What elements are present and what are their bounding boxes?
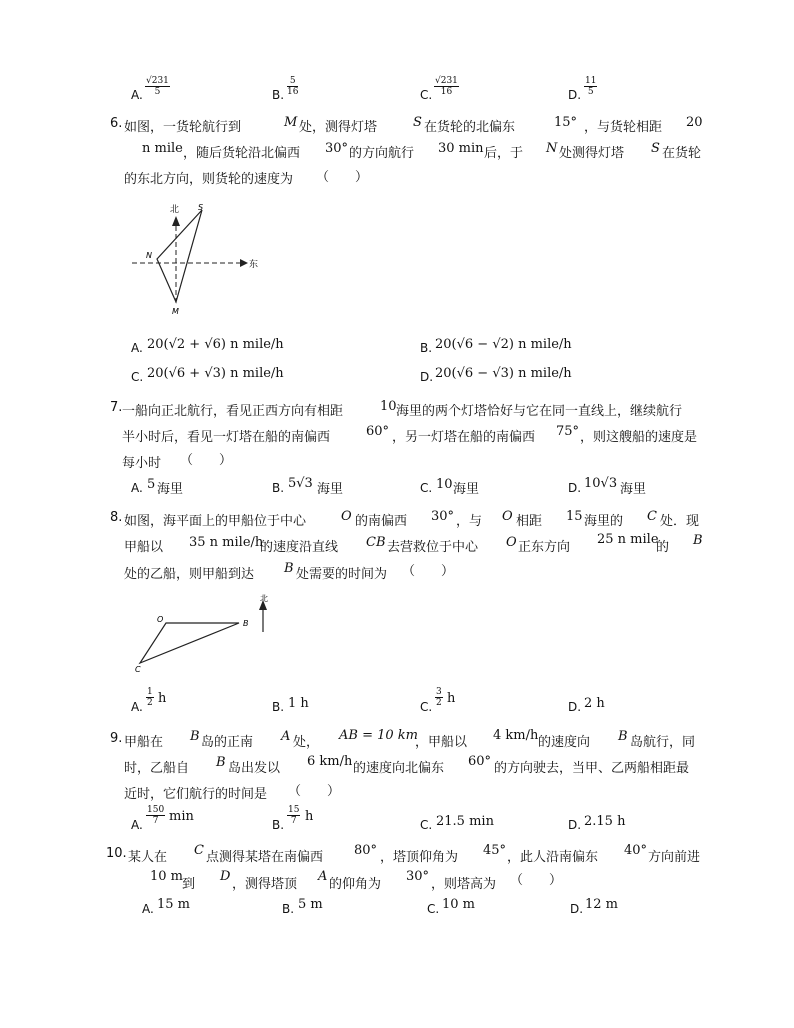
- q8-text-2c: 去营救位于中心: [387, 540, 479, 555]
- q7-text-2a: 半小时后，看见一灯塔在船的南偏西: [122, 430, 331, 445]
- q6-text-1a: 如图，一货轮航行到: [124, 120, 242, 135]
- q9-answer-paren: （ ）: [288, 784, 341, 799]
- q9-option-a-fraction: [146, 805, 165, 826]
- q7-option-b-label: B.: [272, 481, 285, 495]
- q7-angle-60: 60°: [366, 424, 390, 439]
- q8-option-a-fraction: [146, 687, 154, 708]
- q8-var-b2: B: [284, 561, 294, 576]
- q9-text-1b: 岛的正南: [201, 735, 254, 750]
- q7-option-d-value: 10√3: [584, 476, 618, 491]
- q6-answer-paren: （ ）: [316, 170, 369, 185]
- q8-distance-15: 15: [566, 509, 583, 524]
- q6-var-n: N: [546, 141, 558, 156]
- q5-option-c-fraction: [434, 76, 459, 97]
- q6-angle-15: 15°: [554, 115, 578, 130]
- q9-var-b2: B: [618, 729, 628, 744]
- q7-option-b-value: 5√3: [288, 476, 313, 491]
- q8-text-1b: 的南偏西: [355, 514, 408, 529]
- q10-var-a: A: [318, 869, 328, 884]
- q9-option-c-label: C.: [420, 818, 433, 832]
- q6-option-d: 20(√6 − √3) n mile/h: [435, 366, 572, 381]
- q6-north-arrowhead: [172, 216, 180, 226]
- q5-option-a-numerator: √231: [146, 76, 169, 86]
- q6-option-a-label: A.: [131, 341, 143, 355]
- q9-text-1d: ，甲船以: [415, 735, 468, 750]
- q5-option-a-denominator: 5: [154, 87, 161, 97]
- q10-option-c: 10 m: [442, 897, 476, 912]
- q6-fig-point-s: S: [198, 203, 204, 212]
- q9-option-a-label: A.: [131, 818, 143, 832]
- q10-option-d-label: D.: [570, 902, 584, 916]
- q9-text-1a: 甲船在: [124, 735, 164, 750]
- q8-text-1f: 处．现: [660, 514, 700, 529]
- q7-option-c-label: C.: [420, 481, 433, 495]
- q10-option-a: 15 m: [157, 897, 191, 912]
- q6-fig-point-m: M: [172, 307, 179, 316]
- q8-number: 8.: [110, 510, 123, 525]
- q9-speed-6: 6 km/h: [307, 754, 353, 769]
- q8-fig-point-c: C: [135, 665, 141, 674]
- q9-option-b-fraction: [287, 805, 300, 826]
- q6-fig-north-label: 北: [170, 205, 180, 215]
- q8-option-a-denominator: 2: [147, 698, 153, 708]
- q9-text-2b: 岛出发以: [228, 761, 281, 776]
- q9-text-1c: 处，: [293, 735, 320, 750]
- q5-option-d-fraction: [584, 76, 597, 97]
- q8-fig-point-b: B: [243, 619, 249, 628]
- q6-distance-20: 20: [686, 115, 703, 130]
- q9-option-d: 2.15 h: [584, 814, 626, 829]
- q8-option-a-unit: h: [158, 691, 167, 706]
- q6-text-2b: 的方向航行: [349, 146, 415, 161]
- q8-text-1c: ，与: [456, 514, 483, 529]
- q9-option-b-label: B.: [272, 818, 285, 832]
- q8-text-1e: 海里的: [584, 514, 624, 529]
- q8-distance-25: 25 n mile: [597, 532, 659, 547]
- q6-text-1c: 在货轮的北偏东: [424, 120, 516, 135]
- q8-option-c-denominator: 2: [436, 698, 442, 708]
- q8-option-a-numerator: 1: [147, 687, 153, 697]
- q9-text-2c: 的速度向北偏东: [353, 761, 445, 776]
- q6-text-1d: ，与货轮相距: [584, 120, 663, 135]
- q7-option-c-unit: 海里: [453, 482, 480, 497]
- q10-text-1a: 某人在: [128, 850, 168, 865]
- q6-figure: [128, 198, 268, 318]
- q7-angle-75: 75°: [556, 424, 580, 439]
- q5-option-a-label: A.: [131, 88, 143, 102]
- q7-option-c-value: 10: [436, 477, 453, 492]
- q9-var-b3: B: [216, 755, 226, 770]
- q10-text-2a: 到: [182, 877, 196, 892]
- q9-option-b-unit: h: [305, 809, 314, 824]
- q9-ab-distance: AB = 10 km: [339, 728, 418, 743]
- q9-option-c: 21.5 min: [436, 814, 494, 829]
- q8-option-c-fraction: [435, 687, 443, 708]
- q9-number: 9.: [110, 731, 123, 746]
- q8-var-o: O: [341, 509, 352, 524]
- q7-distance-10: 10: [380, 399, 397, 414]
- q9-option-b-numerator: 15: [288, 805, 300, 815]
- q8-text-3a: 处的乙船，则甲船到达: [124, 567, 255, 582]
- q9-text-1f: 岛航行，同: [630, 735, 696, 750]
- q8-option-c-unit: h: [447, 691, 456, 706]
- q5-option-d-denominator: 5: [587, 87, 594, 97]
- q5-option-b-denominator: 16: [287, 87, 299, 97]
- q8-var-cb: CB: [366, 535, 386, 550]
- q6-number: 6.: [110, 116, 123, 131]
- q8-text-2b: 的速度沿直线: [260, 540, 339, 555]
- q6-option-b: 20(√6 − √2) n mile/h: [435, 337, 572, 352]
- q9-text-2d: 的方向驶去，当甲、乙两船相距最: [494, 761, 690, 776]
- q8-var-o3: O: [506, 535, 517, 550]
- q6-fig-point-n: N: [146, 251, 152, 260]
- q6-option-b-label: B.: [420, 341, 433, 355]
- q8-text-2a: 甲船以: [124, 540, 164, 555]
- q10-option-c-label: C.: [427, 902, 440, 916]
- q10-angle-40: 40°: [624, 843, 648, 858]
- q7-option-d-label: D.: [568, 481, 582, 495]
- q9-option-d-label: D.: [568, 818, 582, 832]
- q6-text-2e: 在货轮: [662, 146, 702, 161]
- q10-option-b-label: B.: [282, 902, 295, 916]
- q10-text-1b: 点测得某塔在南偏西: [206, 850, 324, 865]
- q5-option-d-label: D.: [568, 88, 582, 102]
- q7-answer-paren: （ ）: [180, 453, 233, 468]
- q6-east-arrowhead: [240, 259, 248, 267]
- q9-text-2a: 时，乙船自: [124, 761, 190, 776]
- q6-angle-30: 30°: [325, 141, 349, 156]
- q8-option-b: 1 h: [288, 696, 309, 711]
- q5-option-c-numerator: √231: [435, 76, 458, 86]
- q5-option-d-numerator: 11: [585, 76, 597, 86]
- q8-var-o2: O: [502, 509, 513, 524]
- q10-distance-10m: 10 m: [150, 869, 184, 884]
- q9-option-a-numerator: 150: [147, 805, 165, 815]
- q7-text-1a: 一船向正北航行，看见正西方向有相距: [122, 404, 344, 419]
- q7-text-2b: ，另一灯塔在船的南偏西: [392, 430, 536, 445]
- q10-text-2d: ，则塔高为: [431, 877, 497, 892]
- q5-option-c-denominator: 16: [440, 87, 453, 97]
- q7-option-a-value: 5: [147, 477, 156, 492]
- q8-text-2d: 正东方向: [518, 540, 571, 555]
- q5-option-b-fraction: [287, 76, 298, 97]
- q6-option-a: 20(√2 + √6) n mile/h: [147, 337, 284, 352]
- q8-angle-30: 30°: [431, 509, 455, 524]
- q10-text-2c: 的仰角为: [329, 877, 382, 892]
- q6-var-m: M: [284, 115, 298, 130]
- q10-number: 10.: [106, 846, 127, 861]
- q8-answer-paren: （ ）: [402, 564, 455, 579]
- q8-option-d-label: D.: [568, 700, 582, 714]
- q6-text-2c: 后，于: [484, 146, 524, 161]
- q7-number: 7.: [110, 400, 123, 415]
- q10-var-c: C: [194, 843, 204, 858]
- q9-var-a: A: [281, 729, 291, 744]
- q10-answer-paren: （ ）: [510, 873, 563, 888]
- q9-option-b-denominator: 7: [290, 816, 297, 826]
- q6-option-c: 20(√6 + √3) n mile/h: [147, 366, 284, 381]
- q8-figure: [132, 592, 276, 674]
- q8-text-2e: 的: [656, 540, 670, 555]
- q6-text-2a: ，随后货轮沿北偏西: [183, 146, 301, 161]
- q5-option-b-label: B.: [272, 88, 285, 102]
- q6-text-1b: 处，测得灯塔: [299, 120, 378, 135]
- q6-unit-nmile: n mile: [142, 141, 183, 156]
- q10-angle-80: 80°: [354, 843, 378, 858]
- q6-time-30min: 30 min: [438, 141, 484, 156]
- q8-var-c: C: [647, 509, 657, 524]
- q10-option-b: 5 m: [298, 897, 323, 912]
- q7-text-3: 每小时: [122, 456, 162, 471]
- q9-option-a-unit: min: [169, 809, 194, 824]
- q8-text-1d: 相距: [516, 514, 543, 529]
- q5-option-a-fraction: [145, 76, 170, 97]
- q8-option-d: 2 h: [584, 696, 605, 711]
- q8-option-c-label: C.: [420, 700, 433, 714]
- q8-fig-north-label: 北: [260, 594, 268, 603]
- q6-fig-east-label: 东: [249, 260, 259, 270]
- q8-fig-point-o: O: [157, 615, 164, 624]
- q8-triangle-ocb: [140, 623, 239, 663]
- q5-option-b-numerator: 5: [287, 76, 298, 87]
- q10-var-d: D: [220, 869, 231, 884]
- q7-text-1b: 海里的两个灯塔恰好与它在同一直线上，继续航行: [396, 404, 683, 419]
- q6-text-3: 的东北方向，则货轮的速度为: [124, 172, 294, 187]
- q10-text-1d: ，此人沿南偏东: [507, 850, 599, 865]
- q10-text-1e: 方向前进: [648, 850, 701, 865]
- q9-speed-4: 4 km/h: [493, 728, 539, 743]
- q9-angle-60: 60°: [468, 754, 492, 769]
- q8-text-3b: 处需要的时间为: [296, 567, 388, 582]
- q7-option-a-label: A.: [131, 481, 143, 495]
- q5-option-c-label: C.: [420, 88, 433, 102]
- q6-text-2d: 处测得灯塔: [559, 146, 625, 161]
- q6-option-c-label: C.: [131, 370, 144, 384]
- q8-option-c-numerator: 3: [436, 687, 442, 697]
- q8-option-b-label: B.: [272, 700, 285, 714]
- q7-option-a-unit: 海里: [157, 482, 184, 497]
- q6-triangle-smn: [157, 210, 202, 302]
- q8-speed: 35 n mile/h: [189, 535, 264, 550]
- q9-text-3: 近时，它们航行的时间是: [124, 787, 268, 802]
- q10-text-2b: ，测得塔顶: [232, 877, 298, 892]
- q9-var-b: B: [190, 729, 200, 744]
- q10-angle-30: 30°: [406, 869, 430, 884]
- q6-var-s: S: [413, 115, 422, 130]
- q7-option-b-unit: 海里: [317, 482, 344, 497]
- q10-angle-45: 45°: [483, 843, 507, 858]
- q8-text-1a: 如图，海平面上的甲船位于中心: [124, 514, 307, 529]
- q10-option-d: 12 m: [585, 897, 619, 912]
- q10-text-1c: ，塔顶仰角为: [380, 850, 459, 865]
- q7-option-d-unit: 海里: [620, 482, 647, 497]
- q8-option-a-label: A.: [131, 700, 143, 714]
- q9-text-1e: 的速度向: [538, 735, 591, 750]
- q6-var-s2: S: [651, 141, 660, 156]
- q6-option-d-label: D.: [420, 370, 434, 384]
- q7-text-2c: ，则这艘船的速度是: [580, 430, 698, 445]
- q10-option-a-label: A.: [142, 902, 154, 916]
- q8-var-b: B: [693, 533, 703, 548]
- q9-option-a-denominator: 7: [152, 816, 159, 826]
